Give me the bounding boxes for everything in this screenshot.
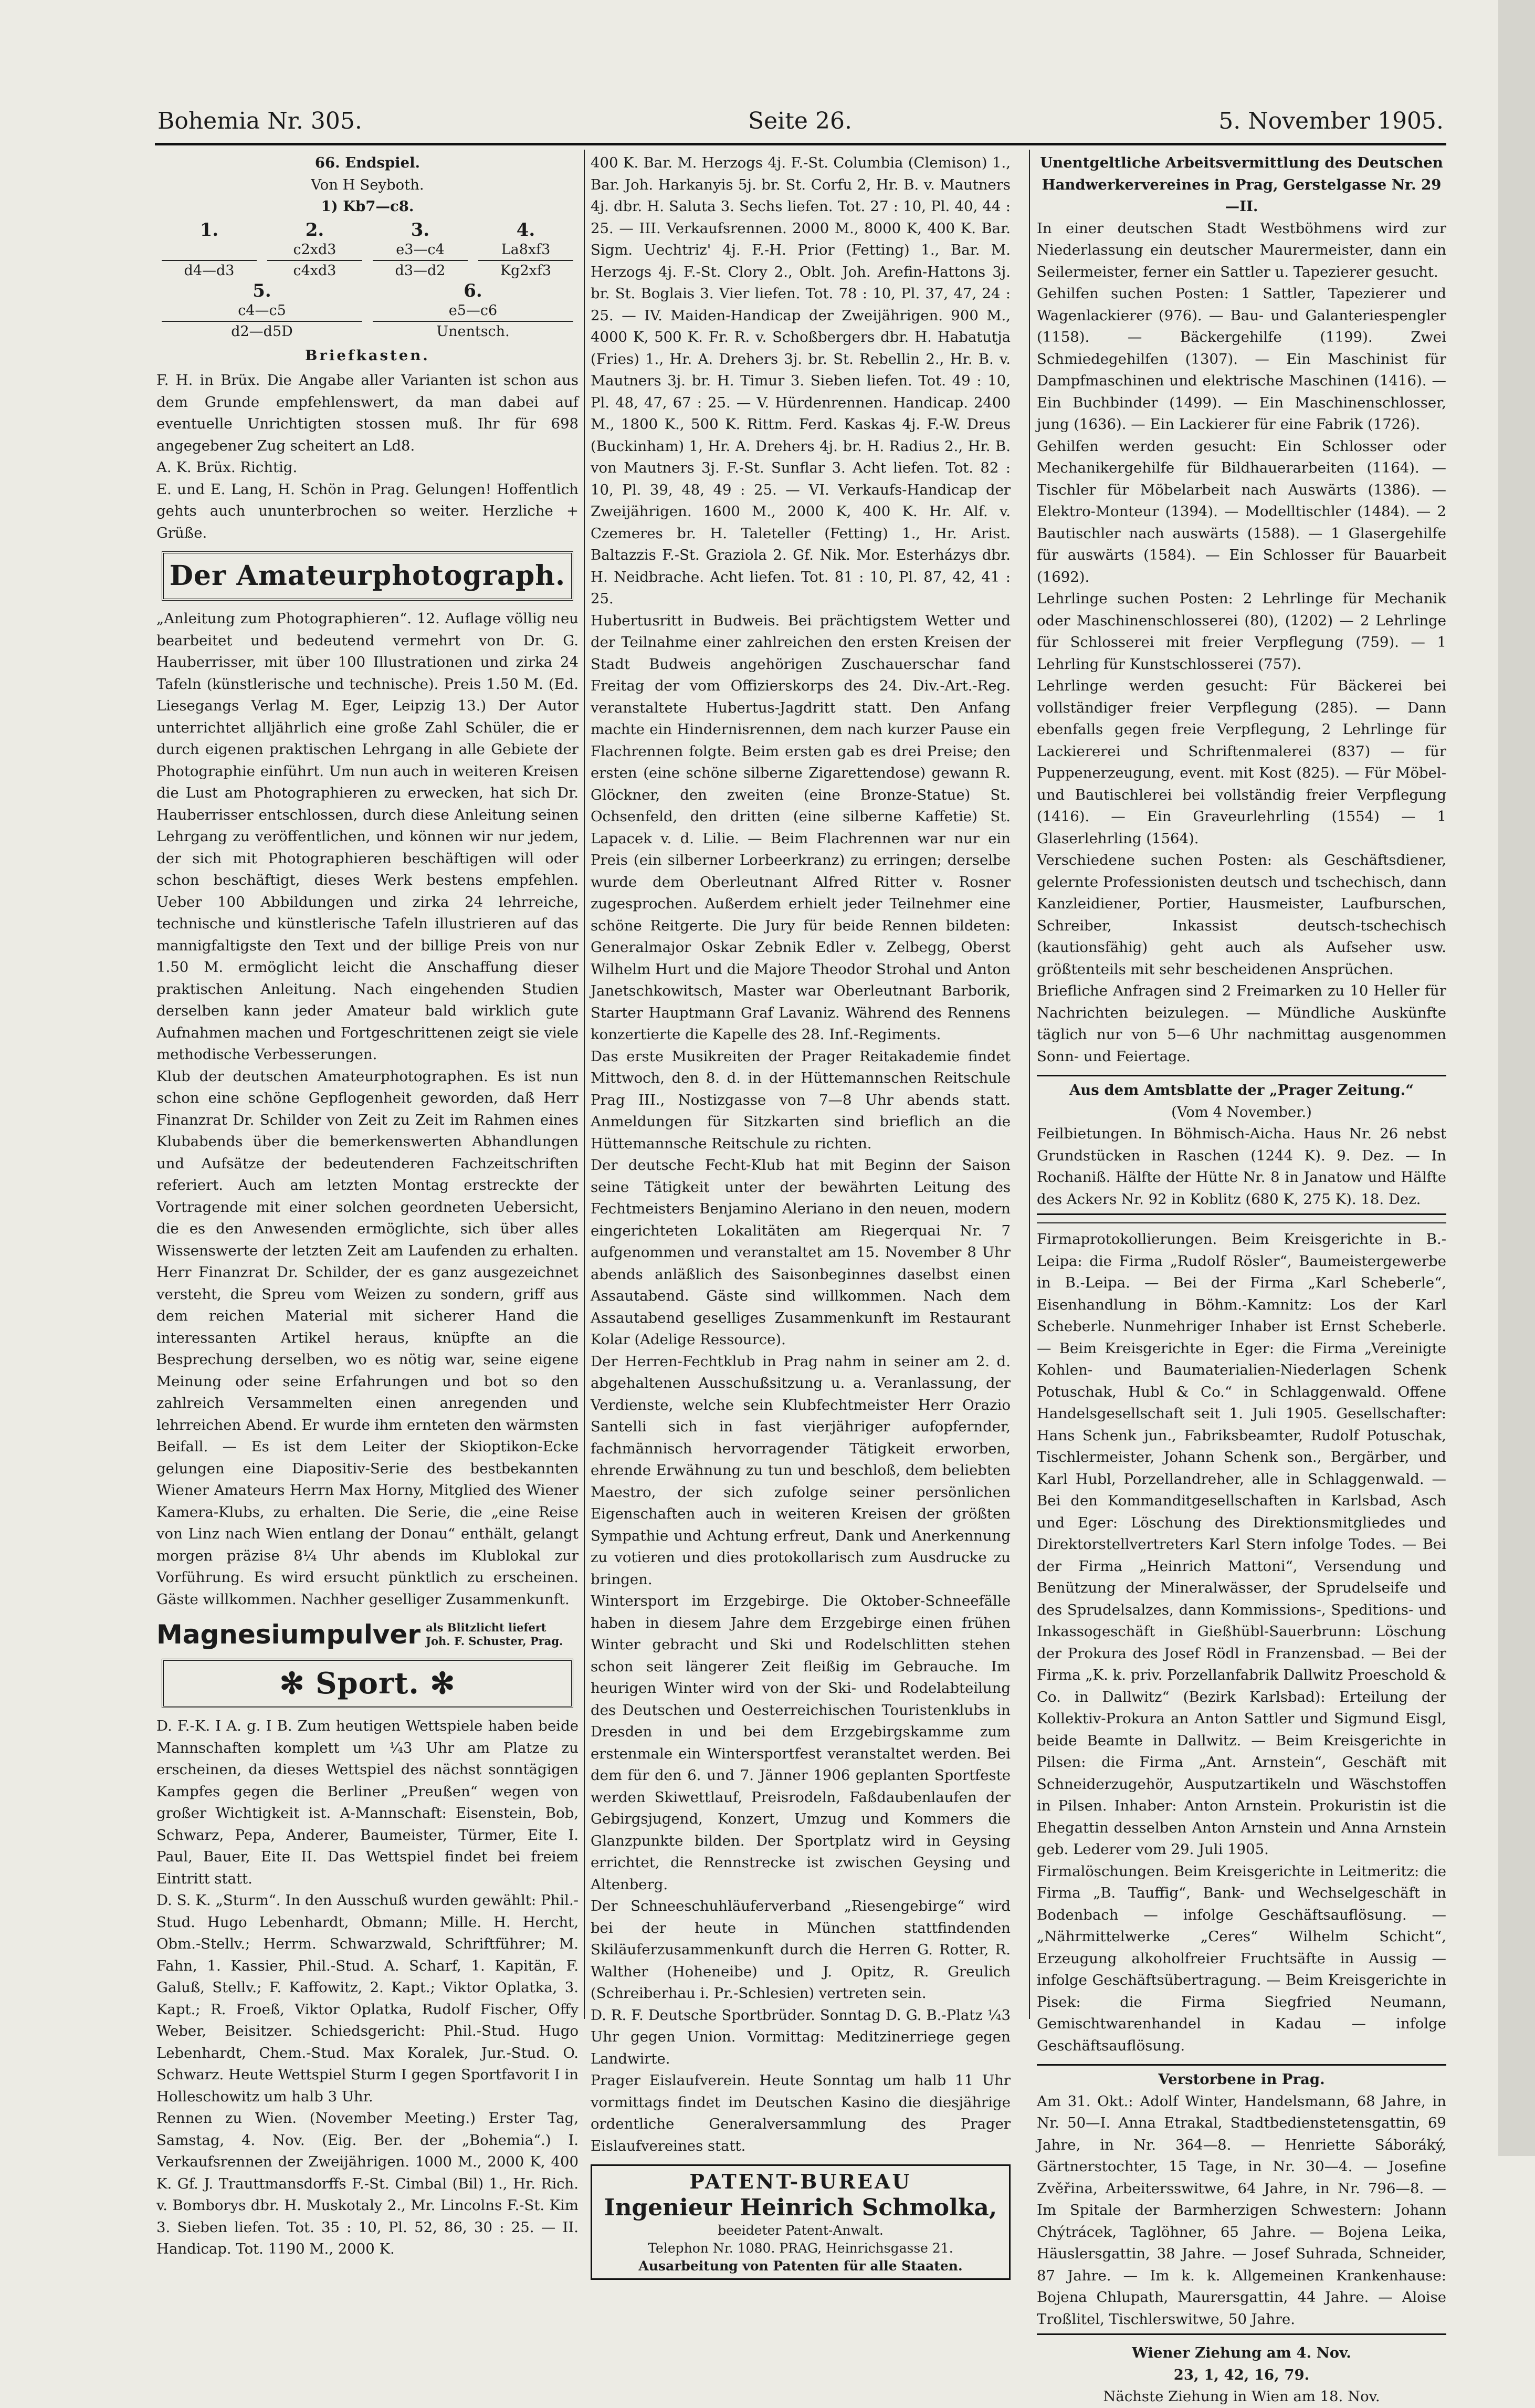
article-paragraph: Das erste Musikreiten der Prager Reitakademie findet Mittwoch, den 8. d. in der Hüttemannschen Reitschule Prag III., Nostizgasse von 7—8 Uhr abends statt. Anmeldungen für Sitzkarten sind brieflich an die Hüttemannsche Reitschule zu richten.	[591, 1048, 1011, 1152]
sport-title: Sport.	[316, 1666, 419, 1701]
column-rule	[1029, 150, 1030, 2019]
section-title: Aus dem Amtsblatte der „Prager Zeitung.“	[1069, 1082, 1414, 1098]
chess-move: d3—d2	[373, 260, 468, 281]
chess-move-number: 4.	[516, 219, 535, 240]
article-paragraph: 400 K. Bar. M. Herzogs 4j. F.-St. Columbia (Clemison) 1., Bar. Joh. Harkanyis 5j. br. St. Corfu 2, Hr. B. v. Mautners 4j. dbr. H. Saluta 3. Sechs liefen. Tot. 27 : 10, Pl. 40, 44 : 25. — III. Verkaufsrennen. 2000 M., 8000 K, 400 K. Bar. Sigm. Uechtriz' 4j. F.-H. Prior (Fetting) 1., Bar. M. Herzogs 4j. F.-St. Clory 2., Oblt. Joh. Arefin-Hattons 3j. br. St. Boglais 3. Vier liefen. Tot. 78 : 10, Pl. 37, 47, 24 : 25. — IV. Maiden-Handicap der Zweijährigen. 900 M., 4000 K, 500 K. Fr. R. v. Schoßbergers dbr. H. Habatutja (Fries) 1., Hr. A. Drehers 3j. br. St. Rebellin 2., Hr. B. v. Mautners 3j. br. H. Timur 3. Sieben liefen. Tot. 49 : 10, Pl. 48, 47, 67 : 25. — V. Hürdenrennen. Handicap. 2400 M., 1800 K., 500 K. Rittm. Ferd. Kaskas 4j. F.-W. Dreus (Buckinham) 1, Hr. A. Drehers 4j. br. H. Radius 2., Hr. B. von Mautners 3j. F.-St. Sunflar 3. Acht liefen. Tot. 82 : 10, Pl. 39, 48, 49 : 25. — VI. Verkaufs-Handicap der Zweijährigen. 1600 M., 2000 K, 400 K. Hr. Alf. v. Czemeres br. H. Taleteller (Fetting) 1., Hr. Arist. Baltazzis F.-St. Graziola 2. Gf. Nik. Mor. Esterházys dbr. H. Neidbrache. Acht liefen. Tot. 81 : 10, Pl. 87, 42, 41 : 25.	[591, 154, 1011, 607]
sport-banner	[162, 1659, 573, 1708]
article-paragraph: Verschiedene suchen Posten: als Geschäftsdiener, gelernte Professionisten deutsch und tschechisch, dann Kanzleidiener, Portier, Hausmeister, Laufburschen, Schreiber, Inkassist deutsch-tschechisch (kautionsfähig) geht auch als Aufseher usw. größtenteils mit sehr bescheidenen Ansprüchen.	[1037, 852, 1446, 978]
magnesium-supplier-line: Joh. F. Schuster, Prag.	[426, 1635, 563, 1648]
advert-title: PATENT-BUREAU	[689, 2170, 912, 2193]
article-paragraph: Gehilfen suchen Posten: 1 Sattler, Tapezierer und Wagenlackierer (976). — Bau- und Galanteriespengler (1158). — Bäckergehilfe (1199). Zwei Schmiedegehilfen (1307). — Ein Maschinist für Dampfmaschinen und elektrische Maschinen (1416). — Ein Buchbinder (1499). — Ein Maschinenschlosser, jung (1636). — Ein Lackierer für eine Fabrik (1726).	[1037, 285, 1446, 433]
chess-move: d4—d3	[162, 260, 257, 281]
advert-line: Telephon Nr. 1080. PRAG, Heinrichsgasse 21.	[648, 2241, 953, 2256]
chess-move: Lа8xf3	[501, 241, 551, 258]
chess-author: Von H Seyboth.	[311, 176, 424, 193]
section-title: Verstorbene in Prag.	[1158, 2071, 1325, 2088]
header-page-number: Seite 26.	[748, 108, 852, 134]
chess-solution	[156, 220, 579, 342]
lottery-title: Wiener Ziehung am 4. Nov.	[1132, 2344, 1351, 2361]
article-paragraph: „Anleitung zum Photographieren“. 12. Auflage völlig neu bearbeitet und bedeutend vermehrt von Dr. G. Hauberrisser, mit über 100 Illustrationen und zirka 24 Tafeln (künstlerische und technische). Preis 1.50 M. (Ed. Liesegangs Verlag M. Eger, Leipzig 13.) Der Autor unterrichtet alljährlich eine große Zahl Schüler, die er durch eigenen praktischen Lehrgang in alle Gebiete der Photographie einführt. Um nun auch in weiteren Kreisen die Lust am Photographieren zu erwecken, hat sich Dr. Hauberrisser entschlossen, durch diese Anleitung seinen Lehrgang zu veröffentlichen, und können wir nur jedem, der sich mit Photographieren beschäftigen will oder schon beschäftigt, dieses Werk bestens empfehlen. Ueber 100 Abbildungen und zirka 24 lehrreiche, technische und künstlerische Tafeln illustrieren auf das mannigfaltigste den Text und der billige Preis von nur 1.50 M. ermöglicht leicht die Anschaffung dieser praktischen Anleitung. Nach eingehenden Studien derselben kann jeder Amateur bald wirklich gute Aufnahmen machen und Fortgeschrittenen zeigt sie viele methodische Verbesserungen.	[156, 610, 579, 1063]
chess-move: e3—c4	[396, 241, 445, 258]
chess-move-number: 1.	[199, 219, 219, 240]
article-paragraph: Klub der deutschen Amateurphotographen. Es ist nun schon eine schöne Gepflogenheit geworden, daß Herr Finanzrat Dr. Schilder von Zeit zu Zeit im Rahmen eines Klubabends über die bemerkenswerten Abhandlungen und Aufsätze der bedeutenderen Fachzeitschriften referiert. Auch am letzten Montag erstreckte der Vortragende mit einer solchen geordneten Uebersicht, die es den Anwesenden ermöglichte, sich über alles Wissenswerte der letzten Zeit am Laufenden zu erhalten. Herr Finanzrat Dr. Schilder, der es ganz ausgezeichnet versteht, die Spreu vom Weizen zu sondern, griff aus dem reichen Material mit sicherer Hand die interessanten Artikel heraus, knüpfte an die Besprechung derselben, wo es nötig war, seine eigene Meinung oder seine Erfahrungen und bot so den zahlreich Versammelten einen anregenden und lehrreichen Abend. Er wurde ihm ernteten den wärmsten Beifall. — Es ist dem Leiter der Skioptikon-Ecke gelungen eine Diapositiv-Serie des bestbekannten Wiener Amateurs Herrn Max Horny, Mitglied des Wiener Kamera-Klubs, zu erhalten. Die Serie, die „eine Reise von Linz nach Wien entlang der Donau“ enthält, gelangt morgen präzise 8¼ Uhr abends im Klublokal zur Vorführung. Es wird ersucht pünktlich zu erscheinen. Gäste willkommen. Nachher geselliger Zusammenkunft.	[156, 1067, 579, 1608]
advert-line: Ausarbeitung von Patenten für alle Staaten.	[638, 2258, 963, 2274]
header-date: 5. November 1905.	[1218, 108, 1444, 134]
article-paragraph: Der Schneeschuhläuferverband „Riesengebirge“ wird bei der heute in München stattfindenden Skiläuferzusammenkunft durch die Herren G. Rotter, R. Walther (Hoheneibe) und J. Opitz, R. Greulich (Schreiberhau i. Pr.-Schlesien) vertreten sein.	[591, 1898, 1011, 2002]
letter-entry: F. H. in Brüx. Die Angabe aller Varianten ist schon aus dem Grunde empfehlenswert, da man dabei auf eventuelle Unrichtigten stossen muß. Ihr für 698 angegebener Zug scheitert an Ld8.	[156, 372, 579, 454]
chess-move: Unentsch.	[373, 321, 573, 342]
column-middle	[591, 152, 1011, 2287]
article-paragraph: Wintersport im Erzgebirge. Die Oktober-Schneefälle haben in diesem Jahre dem Erzgebirge einen frühen Winter gebracht und Ski und Rodelschlitten stehen schon seit längerer Zeit fleißig im Gebrauche. Im heurigen Winter wird von der Ski- und Rodelabteilung des Deutschen und Oesterreichischen Touristenklubs in Dresden in und bei dem Erzgebirgskamme zum erstenmale ein Wintersportfest veranstaltet werden. Bei dem für den 6. und 7. Jänner 1906 geplanten Sportfeste werden Skiwettlauf, Preisrodeln, Faßdaubenlaufen der Gebirgsjugend, Konzert, Umzug und Kommers die Glanzpunkte bilden. Der Sportplatz wird in Geysing errichtet, die Rennstrecke ist zwischen Geysing und Altenberg.	[591, 1593, 1011, 1893]
article-paragraph: Der deutsche Fecht-Klub hat mit Beginn der Saison seine Tätigkeit unter der bewährten Leitung des Fechtmeisters Benjamino Aleriano in den neuen, modern eingerichteten Lokalitäten am Riegerquai Nr. 7 aufgenommen und veranstaltet am 15. November 8 Uhr abends anläßlich des Saisonbeginnes daselbst einen Assautabend. Gäste sind willkommen. Nach dem Assautabend geselliges Zusammenkunft im Restaurant Kolar (Adelige Ressource).	[591, 1157, 1011, 1348]
star-icon: ✻	[430, 1666, 456, 1701]
lottery-next: Nächste Ziehung in Wien am 18. Nov.	[1103, 2388, 1380, 2405]
magnesium-title: Magnesiumpulver	[156, 1619, 421, 1650]
article-paragraph: D. S. K. „Sturm“. In den Ausschuß wurden gewählt: Phil.-Stud. Hugo Lebenhardt, Obmann; Mille. H. Hercht, Obm.-Stellv.; Herrm. Schwarzwald, Schriftführer; M. Fahn, 1. Kassier, Phil.-Stud. A. Scharf, 1. Kapitän, F. Galuß, Stellv.; F. Kaffowitz, 2. Kapt.; Viktor Oplatka, 3. Kapt.; R. Froeß, Viktor Oplatka, Rudolf Fischer, Offy Weber, Beisitzer. Schiedsgericht: Phil.-Stud. Hugo Lebenhardt, Chem.-Stud. Max Koralek, Jur.-Stud. O. Schwarz. Heute Wettspiel Sturm I gegen Sportfavorit I in Holleschowitz um halb 3 Uhr.	[156, 1892, 579, 2105]
article-paragraph: Firmalöschungen. Beim Kreisgerichte in Leitmeritz: die Firma „B. Tauffig“, Bank- und Wechselgeschäft in Bodenbach — infolge Geschäftsauflösung. — „Nährmittelwerke „Ceres“ Wilhelm Schicht“, Erzeugung alkoholfreier Fruchtsäfte in Aussig — infolge Geschäftsübertragung. — Beim Kreisgerichte in Pisek: die Firma Siegfried Neumann, Gemischtwarenhandel in Kadau — infolge Geschäftsauflösung.	[1037, 1862, 1446, 2054]
amtsblatt-section	[1037, 1075, 1446, 1215]
article-paragraph: D. R. F. Deutsche Sportbrüder. Sonntag D. G. B.-Platz ¼3 Uhr gegen Union. Vormittag: Meditzinerriege gegen Landwirte.	[591, 2006, 1011, 2067]
article-paragraph: Hubertusritt in Budweis. Bei prächtigstem Wetter und der Teilnahme einer zahlreichen den ersten Kreisen der Stadt Budweis angehörigen Zuschauerschar fand Freitag der vom Offizierskorps des 24. Div.-Art.-Reg. veranstaltete Hubertus-Jagdritt statt. Den Anfang machte ein Hindernisrennen, dem nach kurzer Pause ein Flachrennen folgte. Beim ersten gab es drei Preise; den ersten (eine schöne silberne Zigarettendose) gewann R. Glöckner, den zweiten (eine Bronze-Statue) St. Ochsenfeld, den dritten (eine silberne Kaffetie) St. Lapacek v. d. Lilie. — Beim Flachrennen war nur ein Preis (ein silberner Lorbeerkranz) zu erringen; derselbe wurde dem Oberleutnant Alfred Ritter v. Rosner zugesprochen. Außerdem erhielt jeder Teilnehmer eine schöne Reitgerte. Die Jury für beide Rennen bildeten: Generalmajor Oskar Zebnik Edler v. Zelbegg, Oberst Wilhelm Hurt und die Majore Theodor Strohal und Anton Janetschkowitsch, Master war Oberleutnant Barborik, Starter Hauptmann Graf Lavaniz. Während des Rennens konzertierte die Kapelle des 28. Inf.-Regiments.	[591, 612, 1011, 1043]
column-right	[1037, 152, 1446, 2408]
chess-title: 66. Endspiel.	[314, 154, 420, 171]
chess-move: c2xd3	[293, 241, 337, 258]
article-paragraph: D. F.-K. I A. g. I B. Zum heutigen Wettspiele haben beide Mannschaften komplett um ¼3 Uhr am Platze zu erscheinen, da dieses Wettspiel des nächst sonntägigen Kampfes gegen die Berliner „Preußen“ wegen von großer Wichtigkeit ist. A-Mannschaft: Eisenstein, Bob, Schwarz, Pepa, Anderer, Baumeister, Türmer, Eite I. Paul, Bauer, Eite II. Das Wettspiel findet bei freiem Eintritt statt.	[156, 1718, 579, 1887]
article-paragraph: Lehrlinge werden gesucht: Für Bäckerei bei vollständiger freier Verpflegung (285). — Dann ebenfalls gegen freie Verpflegung, 2 Lehrlinge für Lackiererei und Schriftenmalerei (837) — für Puppenerzeugung, event. mit Kost (825). — Für Möbel- und Bautischlerei bei vollständig freier Verpflegung (1416). — Ein Graveurlehrling (1554) — 1 Glaserlehrling (1564).	[1037, 677, 1446, 847]
section-subtitle: (Vom 4 November.)	[1171, 1103, 1312, 1121]
section-title: Unentgeltliche Arbeitsvermittlung des Deutschen Handwerkervereines in Prag, Gerstelgasse Nr. 29—II.	[1040, 154, 1443, 215]
chess-move: d2—d5D	[162, 321, 362, 342]
article-paragraph: Gehilfen werden gesucht: Ein Schlosser oder Mechanikergehilfe für Bildhauerarbeiten (1164). — Tischler für Möbelarbeit nach Auswärts (1386). — Elektro-Monteur (1394). — Modelltischler (1484). — 2 Bautischler nach auswärts (1588). — 1 Glasergehilfe für auswärts (1584). — Ein Schlosser für Bauarbeit (1692).	[1037, 437, 1446, 585]
chess-move-number: 3.	[411, 219, 430, 240]
header-rule	[155, 143, 1446, 145]
page-header	[157, 108, 1444, 139]
chess-move: c4—c5	[238, 302, 286, 319]
letter-entry: E. und E. Lang, H. Schön in Prag. Gelungen! Hoffentlich gehts auch ununterbrochen so weiter. Herzliche + Grüße.	[156, 480, 579, 541]
article-paragraph: Lehrlinge suchen Posten: 2 Lehrlinge für Mechanik oder Maschinenschlosserei (80), (1202) — 2 Lehrlinge für Schlosserei mit freier Verpflegung (759). — 1 Lehrling für Kunstschlosserei (757).	[1037, 590, 1446, 673]
advert-line: beeideter Patent-Anwalt.	[718, 2223, 884, 2238]
patent-bureau-advert	[591, 2164, 1011, 2280]
letters-title: Briefkasten.	[305, 347, 430, 364]
article-paragraph: In einer deutschen Stadt Westböhmens wird zur Niederlassung ein deutscher Maurermeister, dann ein Seilermeister, ferner ein Sattler u. Tapezierer gesucht.	[1037, 219, 1446, 280]
letter-entry: A. K. Brüx. Richtig.	[156, 459, 298, 476]
article-paragraph: Prager Eislaufverein. Heute Sonntag um halb 11 Uhr vormittags findet im Deutschen Kasino die diesjährige ordentliche Generalversammlung des Prager Eislaufvereines statt.	[591, 2072, 1011, 2154]
chess-move: e5—c6	[448, 302, 498, 319]
chess-move-number: 6.	[464, 280, 482, 301]
article-paragraph: Der Herren-Fechtklub in Prag nahm in seiner am 2. d. abgehaltenen Ausschußsitzung u. a. Veranlassung, der Verdienste, welche sein Klubfechtmeister Herr Orazio Santelli sich in fast vierjähriger aufopfernder, fachmännisch hervorragender Tätigkeit erworben, ehrende Erwähnung zu tun und beschloß, dem beliebten Maestro, der sich zufolge seiner persönlichen Eigenschaften auch in weiteren Kreisen der größten Sympathie und Achtung erfreut, Dank und Anerkennung zu votieren und dies protokollarisch zum Ausdrucke zu bringen.	[591, 1353, 1011, 1588]
magnesium-advert	[156, 1620, 579, 1649]
amateur-photograph-banner: Der Amateurphotograph.	[162, 551, 573, 601]
scan-margin	[1498, 0, 1535, 2156]
magnesium-supplier	[426, 1621, 563, 1648]
chess-move: c4xd3	[267, 260, 362, 281]
column-rule	[584, 150, 585, 2019]
chess-first-move: 1) Kb7—c8.	[321, 198, 414, 215]
article-paragraph: Rennen zu Wien. (November Meeting.) Erster Tag, Samstag, 4. Nov. (Eig. Ber. der „Bohemia“.) I. Verkaufsrennen der Zweijährigen. 1000 M., 2000 K, 400 K. Gf. J. Trauttmansdorffs F.-St. Cimbal (Bil) 1., Hr. Rich. v. Bomborys dbr. H. Muskotaly 2., Mr. Lincolns F.-St. Kim 3. Sieben liefen. Tot. 35 : 10, Pl. 52, 86, 30 : 25. — II. Handicap. Tot. 1190 M., 2000 K.	[156, 2110, 579, 2257]
article-paragraph: Am 31. Okt.: Adolf Winter, Handelsmann, 68 Jahre, in Nr. 50—I. Anna Etrakal, Stadtbedienstetensgattin, 69 Jahre, in Nr. 364—8. — Henriette Sáboráký, Gärtnerstochter, 15 Tage, in Nr. 30—4. — Josefine Zvěřina, Arbeitersswitwe, 64 Jahre, in Nr. 796—8. — Im Spitale der Barmherzigen Schwestern: Johann Chýtrácek, Taglöhner, 65 Jahre. — Bojena Leika, Häuslersgattin, 38 Jahre. — Josef Suhrada, Schneider, 87 Jahre. — Im k. k. Allgemeinen Krankenhause: Bojena Chlupath, Maurersgattin, 44 Jahre. — Aloise Troßlitel, Tischlerswitwe, 50 Jahre.	[1037, 2092, 1446, 2328]
chess-move-number: 2.	[305, 219, 324, 240]
deaths-section	[1037, 2064, 1446, 2335]
lottery-numbers: 23, 1, 42, 16, 79.	[1173, 2366, 1310, 2383]
article-paragraph: Feilbietungen. In Böhmisch-Aicha. Haus Nr. 26 nebst Grundstücken in Raschen (1244 K). 9. Dez. — In Rochaniß. Hälfte der Hütte Nr. 8 in Janatow und Hälfte des Ackers Nr. 92 in Koblitz (680 K, 275 K). 18. Dez.	[1037, 1125, 1446, 1208]
advert-name: Ingenieur Heinrich Schmolka,	[604, 2194, 997, 2221]
article-paragraph: Briefliche Anfragen sind 2 Freimarken zu 10 Heller für Nachrichten beizulegen. — Mündliche Auskünfte täglich nur von 5—6 Uhr nachmittag ausgenommen Sonn- und Feiertage.	[1037, 982, 1446, 1065]
chess-move-number: 5.	[253, 280, 271, 301]
star-icon: ✻	[279, 1666, 305, 1701]
chess-move	[156, 240, 262, 260]
header-paper-issue: Bohemia Nr. 305.	[157, 108, 362, 134]
magnesium-supplier-line: als Blitzlicht liefert	[426, 1621, 546, 1634]
column-left	[156, 152, 579, 2260]
article-paragraph: Firmaprotokollierungen. Beim Kreisgerichte in B.-Leipa: die Firma „Rudolf Rösler“, Baumeistergewerbe in B.-Leipa. — Bei der Firma „Karl Scheberle“, Eisenhandlung in Böhm.-Kamnitz: Los der Karl Scheberle. Nunmehriger Inhaber ist Ernst Scheberle. — Beim Kreisgerichte in Eger: die Firma „Vereinigte Kohlen- und Baumaterialien-Niederlagen Schenk Potuschak, Hubl & Co.“ in Schlaggenwald. Offene Handelsgesellschaft seit 1. Juli 1905. Gesellschafter: Hans Schenk jun., Fabriksbeamter, Rudolf Potuschak, Tischlermeister, Johann Schenk son., Bergärber, und Karl Hubl, Porzellandreher, alle in Schlaggenwald. — Bei den Kommanditgesellschaften in Karlsbad, Asch und Eger: Löschung des Direktionsmitgliedes und Direktorstellvertreters Karl Stern infolge Todes. — Bei der Firma „Heinrich Mattoni“, Versendung und Benützung der Mineralwässer, der Sprudelseife und des Sprudelsalzes, dann Kommissions-, Speditions- und Inkassogeschäft in Gießhübl-Sauerbrunn: Löschung der Prokura des Josef Rödl in Franzensbad. — Bei der Firma „K. k. priv. Porzellanfabrik Dallwitz Proeschold & Co. in Dallwitz“ (Bezirk Karlsbad): Erteilung der Kollektiv-Prokura an Anton Sattler und Sigmund Eisgl, beide Beamte in Dallwitz. — Beim Kreisgerichte in Pilsen: die Firma „Ant. Arnstein“, Geschäft mit Schneiderzugehör, Ausputzartikeln und Wäschstoffen in Pilsen. Inhaber: Anton Arnstein. Prokuristin ist die Ehegattin desselben Anton Arnstein und Anna Arnstein geb. Lederer vom 29. Juli 1905.	[1037, 1231, 1446, 1858]
chess-move: Kg2xf3	[478, 260, 573, 281]
lottery-section	[1037, 2342, 1446, 2408]
divider	[1037, 1222, 1446, 1223]
